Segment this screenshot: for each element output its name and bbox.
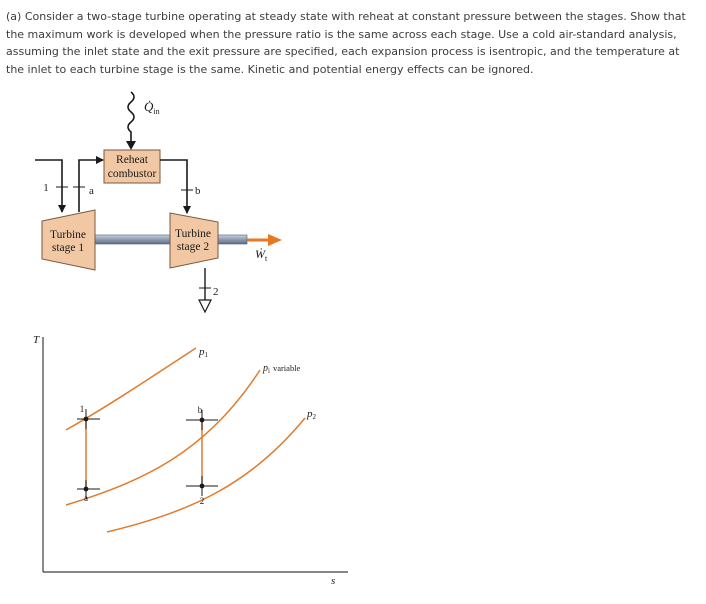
heat-in-label: $Q̇_{in}$: [144, 99, 160, 116]
state-a-point: [84, 487, 89, 492]
heat-in-arrowhead: [126, 141, 136, 150]
turbine1-label-line2: stage 1: [51, 242, 85, 254]
combustor-to-stage2-pipe: [160, 160, 187, 213]
state-b-point: [200, 418, 205, 423]
state-1-point: [84, 417, 89, 422]
isobar-p2: [107, 418, 305, 532]
isobar-p1-label: p1: [199, 346, 208, 359]
ts-state-a-label: a: [84, 493, 88, 503]
s-axis-label: s: [331, 575, 336, 587]
state-b-label: b: [195, 185, 201, 197]
work-out-arrowhead: [268, 234, 282, 246]
ts-state-2-label: 2: [199, 496, 205, 506]
turbine2-label-line2: stage 2: [176, 241, 210, 253]
ts-state-b-label: b: [197, 405, 203, 415]
state-a-label: a: [89, 185, 94, 197]
turbine1-label-line1: Turbine: [50, 229, 86, 241]
state-2-label: 2: [213, 286, 219, 298]
t-axis-label: T: [33, 334, 40, 346]
combustor-label-line1: Reheat: [116, 154, 148, 166]
state-2-point: [200, 484, 205, 489]
isobar-p2-label: p2: [307, 408, 316, 421]
ts-state-1-label: 1: [79, 404, 85, 414]
turbine2-label-line1: Turbine: [175, 228, 211, 240]
exhaust-arrowhead: [199, 300, 211, 312]
combustor-label-line2: combustor: [107, 168, 157, 180]
question-text: (a) Consider a two-stage turbine operating at steady state with reheat at constant pressure between the stages. Show that the maximum work is developed when the pressure ratio is the same across each stage. Use a cold air-standard analysis, assuming the inlet state and the exit pressure are specified, each expansion process is isentropic, and the temperature at the inlet to each turbine stage is the same. Kinetic and potential energy effects can be ignored.: [6, 10, 686, 76]
heat-in-squiggle: [128, 92, 134, 142]
isobar-pi-label: $p_i$ $^{variable}$: [263, 363, 301, 375]
state-1-label: 1: [43, 182, 49, 194]
ts-diagram: [33, 334, 348, 587]
work-out-label: Ẇ$_t$: [255, 247, 268, 263]
cycle-schematic: [35, 92, 282, 312]
